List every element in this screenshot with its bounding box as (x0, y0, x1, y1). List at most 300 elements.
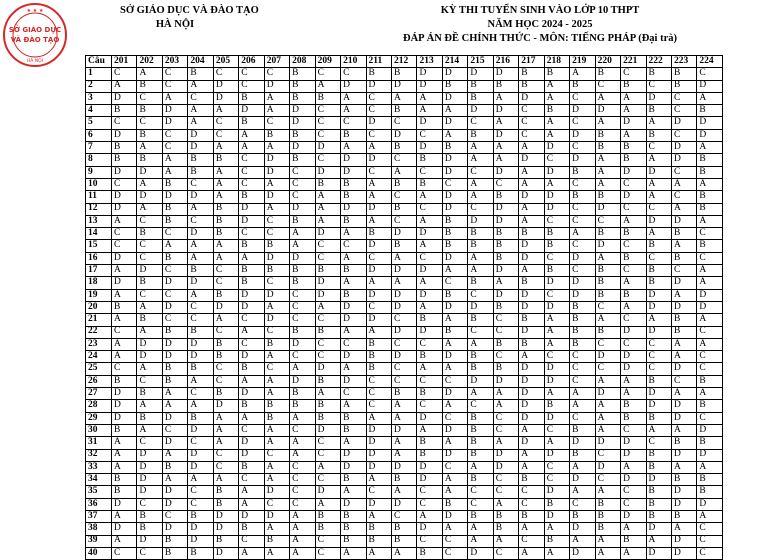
answer-cell: B (341, 191, 366, 203)
answer-cell: A (595, 166, 620, 178)
answer-cell: B (519, 510, 544, 522)
answer-cell: A (697, 338, 723, 350)
answer-cell: A (519, 351, 544, 363)
table-row (86, 117, 723, 129)
exam-code-header: 217 (519, 56, 544, 68)
answer-cell: B (264, 535, 289, 547)
answer-cell: A (341, 228, 366, 240)
answer-cell: C (162, 289, 187, 301)
exam-code-header: 215 (468, 56, 493, 68)
answer-cell: D (646, 388, 671, 400)
answer-cell: A (290, 240, 315, 252)
answer-cell: D (391, 326, 416, 338)
answer-cell: B (112, 375, 137, 387)
answer-cell: D (366, 314, 391, 326)
answer-cell: B (697, 400, 723, 412)
answer-cell: C (671, 129, 696, 141)
answer-cell: D (112, 191, 137, 203)
answer-cell: D (188, 449, 213, 461)
answer-cell: D (112, 252, 137, 264)
answer-cell: C (112, 363, 137, 375)
answer-cell: C (570, 351, 595, 363)
answer-cell: C (697, 535, 723, 547)
answer-cell: B (290, 154, 315, 166)
answer-cell: D (544, 449, 569, 461)
answer-cell: C (697, 547, 723, 559)
answer-cell: A (442, 129, 467, 141)
official-seal-stamp (2, 2, 68, 68)
answer-cell: A (341, 142, 366, 154)
answer-cell: D (264, 191, 289, 203)
answer-cell: D (468, 215, 493, 227)
answer-cell: B (290, 92, 315, 104)
answer-cell: D (621, 449, 646, 461)
answer-cell: C (315, 437, 340, 449)
answer-cell: D (341, 314, 366, 326)
answer-cell: C (213, 277, 238, 289)
answer-cell: B (697, 166, 723, 178)
table-row (86, 166, 723, 178)
answer-cell: C (519, 129, 544, 141)
answer-cell: A (442, 523, 467, 535)
answer-cell: A (213, 105, 238, 117)
answer-cell: B (162, 203, 187, 215)
answer-cell: D (570, 474, 595, 486)
answer-cell: D (544, 142, 569, 154)
question-number: 31 (86, 437, 112, 449)
answer-cell: B (595, 228, 620, 240)
table-row (86, 105, 723, 117)
answer-cell: B (137, 80, 162, 92)
answer-cell: C (442, 375, 467, 387)
answer-cell: C (519, 486, 544, 498)
answer-cell: D (697, 301, 723, 313)
answer-cell: C (188, 388, 213, 400)
answer-cell: B (162, 178, 187, 190)
answer-cell: C (290, 351, 315, 363)
exam-code-header: 221 (621, 56, 646, 68)
answer-cell: D (621, 191, 646, 203)
answer-cell: A (239, 375, 264, 387)
answer-cell: B (315, 265, 340, 277)
answer-cell: D (570, 437, 595, 449)
exam-code-header: 204 (188, 56, 213, 68)
answer-cell: A (264, 461, 289, 473)
question-number: 27 (86, 388, 112, 400)
answer-cell: A (341, 437, 366, 449)
answer-cell: C (112, 178, 137, 190)
answer-cell: A (570, 400, 595, 412)
answer-cell: A (493, 117, 518, 129)
question-number: 28 (86, 400, 112, 412)
answer-cell: D (112, 277, 137, 289)
answer-cell: B (264, 240, 289, 252)
answer-cell: A (112, 461, 137, 473)
answer-cell: A (391, 400, 416, 412)
table-row (86, 301, 723, 313)
answer-cell: C (137, 92, 162, 104)
answer-cell: D (341, 166, 366, 178)
answer-cell: D (493, 129, 518, 141)
answer-cell: A (697, 461, 723, 473)
answer-cell: C (544, 351, 569, 363)
answer-cell: A (213, 474, 238, 486)
question-number: 34 (86, 474, 112, 486)
exam-code-header: 223 (671, 56, 696, 68)
answer-cell: D (519, 240, 544, 252)
answer-cell: D (519, 154, 544, 166)
answer-cell: A (188, 375, 213, 387)
answer-cell: A (570, 68, 595, 80)
answer-cell: B (391, 240, 416, 252)
answer-cell: A (188, 80, 213, 92)
answer-cell: D (290, 203, 315, 215)
answer-cell: C (544, 252, 569, 264)
answer-cell: B (671, 252, 696, 264)
answer-cell: A (239, 326, 264, 338)
answer-cell: A (493, 535, 518, 547)
answer-cell: B (341, 474, 366, 486)
answer-cell: A (671, 240, 696, 252)
answer-cell: D (366, 461, 391, 473)
answer-cell: B (213, 535, 238, 547)
answer-cell: C (468, 166, 493, 178)
answer-cell: A (544, 129, 569, 141)
answer-cell: D (366, 289, 391, 301)
answer-cell: A (391, 547, 416, 559)
answer-cell: B (264, 265, 289, 277)
answer-cell: C (391, 154, 416, 166)
answer-cell: C (213, 363, 238, 375)
table-row (86, 498, 723, 510)
answer-cell: A (544, 80, 569, 92)
answer-cell: C (239, 424, 264, 436)
exam-code-header: 211 (366, 56, 391, 68)
answer-cell: D (621, 363, 646, 375)
answer-cell: D (621, 351, 646, 363)
answer-cell: A (621, 461, 646, 473)
question-number: 22 (86, 326, 112, 338)
answer-cell: D (417, 80, 442, 92)
answer-cell: D (621, 117, 646, 129)
answer-cell: D (697, 424, 723, 436)
answer-cell: D (544, 363, 569, 375)
answer-cell: A (697, 265, 723, 277)
answer-cell: B (112, 105, 137, 117)
answer-cell: A (290, 228, 315, 240)
answer-cell: A (137, 142, 162, 154)
answer-cell: C (671, 92, 696, 104)
answer-cell: A (544, 326, 569, 338)
answer-cell: D (544, 301, 569, 313)
answer-cell: A (290, 523, 315, 535)
answer-cell: D (213, 523, 238, 535)
answer-cell: B (391, 535, 416, 547)
answer-cell: C (366, 166, 391, 178)
answer-cell: A (519, 142, 544, 154)
table-row (86, 424, 723, 436)
answer-cell: B (544, 535, 569, 547)
answer-cell: D (519, 289, 544, 301)
answer-cell: C (213, 449, 238, 461)
answer-cell: A (570, 461, 595, 473)
answer-cell: A (493, 142, 518, 154)
answer-cell: D (621, 510, 646, 522)
question-number: 13 (86, 215, 112, 227)
answer-cell: B (646, 412, 671, 424)
answer-cell: D (544, 203, 569, 215)
answer-cell: D (290, 105, 315, 117)
answer-cell: B (493, 523, 518, 535)
question-number: 32 (86, 449, 112, 461)
answer-cell: A (391, 449, 416, 461)
answer-cell: A (468, 523, 493, 535)
answer-cell: A (442, 314, 467, 326)
question-number: 14 (86, 228, 112, 240)
answer-cell: B (544, 228, 569, 240)
answer-cell: B (188, 510, 213, 522)
answer-cell: B (137, 228, 162, 240)
answer-cell: A (595, 178, 620, 190)
answer-cell: C (162, 424, 187, 436)
answer-cell: A (493, 498, 518, 510)
answer-cell: B (570, 314, 595, 326)
answer-cell: A (264, 92, 289, 104)
answer-cell: D (417, 412, 442, 424)
answer-cell: A (137, 68, 162, 80)
answer-cell: C (213, 68, 238, 80)
answer-cell: D (366, 498, 391, 510)
answer-cell: B (417, 178, 442, 190)
answer-cell: D (239, 437, 264, 449)
answer-cell: C (391, 510, 416, 522)
answer-cell: B (112, 474, 137, 486)
answer-cell: B (188, 68, 213, 80)
answer-cell: C (391, 215, 416, 227)
answer-cell: A (544, 338, 569, 350)
answer-cell: B (391, 388, 416, 400)
answer-cell: A (188, 105, 213, 117)
answer-cell: C (697, 326, 723, 338)
exam-title: KỲ THI TUYỂN SINH VÀO LỚP 10 THPT (440, 5, 640, 16)
answer-cell: D (671, 117, 696, 129)
answer-cell: B (188, 166, 213, 178)
answer-cell: B (697, 474, 723, 486)
table-row (86, 338, 723, 350)
answer-cell: B (417, 449, 442, 461)
answer-cell: C (112, 68, 137, 80)
answer-cell: D (417, 461, 442, 473)
answer-cell: D (137, 191, 162, 203)
answer-cell: A (417, 92, 442, 104)
answer-cell: B (468, 80, 493, 92)
answer-cell: D (264, 80, 289, 92)
answer-cell: D (544, 375, 569, 387)
answer-cell: B (671, 326, 696, 338)
answer-cell: B (621, 400, 646, 412)
answer-cell: D (417, 265, 442, 277)
answer-cell: B (671, 474, 696, 486)
answer-cell: C (290, 461, 315, 473)
exam-code-header: 219 (570, 56, 595, 68)
answer-cell: B (621, 154, 646, 166)
answer-cell: C (519, 117, 544, 129)
answer-cell: C (442, 535, 467, 547)
table-row (86, 203, 723, 215)
answer-cell: A (341, 92, 366, 104)
answer-cell: D (442, 166, 467, 178)
answer-cell: B (544, 498, 569, 510)
department-name: SỞ GIÁO DỤC VÀ ĐÀO TẠO (120, 5, 259, 16)
answer-cell: D (595, 203, 620, 215)
answer-cell: C (544, 474, 569, 486)
answer-cell: A (239, 412, 264, 424)
answer-cell: D (341, 203, 366, 215)
answer-cell: B (213, 351, 238, 363)
answer-cell: A (621, 388, 646, 400)
answer-cell: C (264, 326, 289, 338)
answer-cell: D (315, 142, 340, 154)
question-number: 10 (86, 178, 112, 190)
answer-cell: B (646, 449, 671, 461)
question-number: 6 (86, 129, 112, 141)
answer-cell: A (213, 191, 238, 203)
answer-cell: D (162, 437, 187, 449)
answer-cell: D (442, 154, 467, 166)
answer-cell: D (493, 289, 518, 301)
answer-cell: D (621, 166, 646, 178)
answer-cell: B (570, 338, 595, 350)
answer-cell: D (112, 203, 137, 215)
answer-cell: D (391, 129, 416, 141)
answer-cell: C (570, 215, 595, 227)
answer-cell: D (213, 510, 238, 522)
answer-cell: A (112, 437, 137, 449)
answer-cell: C (213, 375, 238, 387)
answer-cell: D (188, 351, 213, 363)
answer-cell: D (417, 474, 442, 486)
answer-cell: B (213, 289, 238, 301)
answer-cell: A (621, 301, 646, 313)
answer-cell: D (239, 388, 264, 400)
answer-cell: D (391, 351, 416, 363)
answer-cell: B (213, 154, 238, 166)
answer-cell: C (468, 486, 493, 498)
answer-cell: A (366, 142, 391, 154)
question-number: 35 (86, 486, 112, 498)
answer-cell: B (188, 363, 213, 375)
answer-cell: D (366, 117, 391, 129)
answer-cell: C (366, 301, 391, 313)
answer-cell: D (162, 277, 187, 289)
answer-cell: A (697, 277, 723, 289)
answer-cell: B (697, 154, 723, 166)
answer-cell: B (442, 498, 467, 510)
answer-cell: B (595, 129, 620, 141)
answer-cell: C (468, 289, 493, 301)
answer-cell: A (239, 498, 264, 510)
answer-cell: B (493, 252, 518, 264)
answer-cell: D (544, 166, 569, 178)
answer-cell: C (646, 351, 671, 363)
answer-cell: A (468, 178, 493, 190)
question-number: 23 (86, 338, 112, 350)
answer-cell: A (519, 166, 544, 178)
answer-cell: A (366, 474, 391, 486)
answer-cell: C (493, 326, 518, 338)
answer-cell: B (519, 474, 544, 486)
answer-cell: C (442, 412, 467, 424)
answer-cell: D (671, 142, 696, 154)
exam-code-header: 212 (391, 56, 416, 68)
question-number: 36 (86, 498, 112, 510)
answer-cell: A (519, 424, 544, 436)
answer-cell: A (544, 92, 569, 104)
answer-cell: C (570, 412, 595, 424)
answer-cell: B (468, 129, 493, 141)
answer-cell: D (315, 289, 340, 301)
table-row (86, 215, 723, 227)
answer-cell: A (621, 523, 646, 535)
table-row (86, 363, 723, 375)
table-row (86, 178, 723, 190)
answer-cell: B (519, 228, 544, 240)
answer-cell: B (188, 547, 213, 559)
answer-cell: C (112, 228, 137, 240)
answer-cell: C (213, 129, 238, 141)
answer-cell: D (519, 412, 544, 424)
answer-cell: B (442, 289, 467, 301)
question-number: 17 (86, 265, 112, 277)
answer-cell: D (697, 117, 723, 129)
answer-cell: A (493, 400, 518, 412)
answer-cell: B (341, 129, 366, 141)
answer-cell: A (366, 215, 391, 227)
answer-cell: B (239, 92, 264, 104)
answer-cell: B (595, 68, 620, 80)
answer-cell: A (671, 424, 696, 436)
answer-cell: D (264, 166, 289, 178)
answer-cell: B (112, 301, 137, 313)
table-row (86, 228, 723, 240)
answer-cell: B (213, 388, 238, 400)
answer-cell: A (264, 437, 289, 449)
question-number: 12 (86, 203, 112, 215)
answer-cell: D (264, 486, 289, 498)
answer-cell: C (188, 92, 213, 104)
question-number: 29 (86, 412, 112, 424)
answer-cell: B (570, 80, 595, 92)
answer-cell: A (697, 92, 723, 104)
answer-cell: B (468, 240, 493, 252)
answer-cell: A (671, 289, 696, 301)
answer-cell: A (264, 351, 289, 363)
answer-cell: A (646, 535, 671, 547)
answer-cell: C (264, 68, 289, 80)
answer-cell: C (621, 68, 646, 80)
answer-cell: C (264, 215, 289, 227)
answer-cell: C (417, 498, 442, 510)
answer-cell: D (493, 68, 518, 80)
answer-cell: B (417, 547, 442, 559)
answer-cell: B (290, 388, 315, 400)
answer-cell: D (315, 166, 340, 178)
answer-cell: A (544, 117, 569, 129)
answer-cell: C (213, 461, 238, 473)
answer-cell: A (162, 166, 187, 178)
answer-cell: D (493, 461, 518, 473)
answer-cell: B (213, 228, 238, 240)
